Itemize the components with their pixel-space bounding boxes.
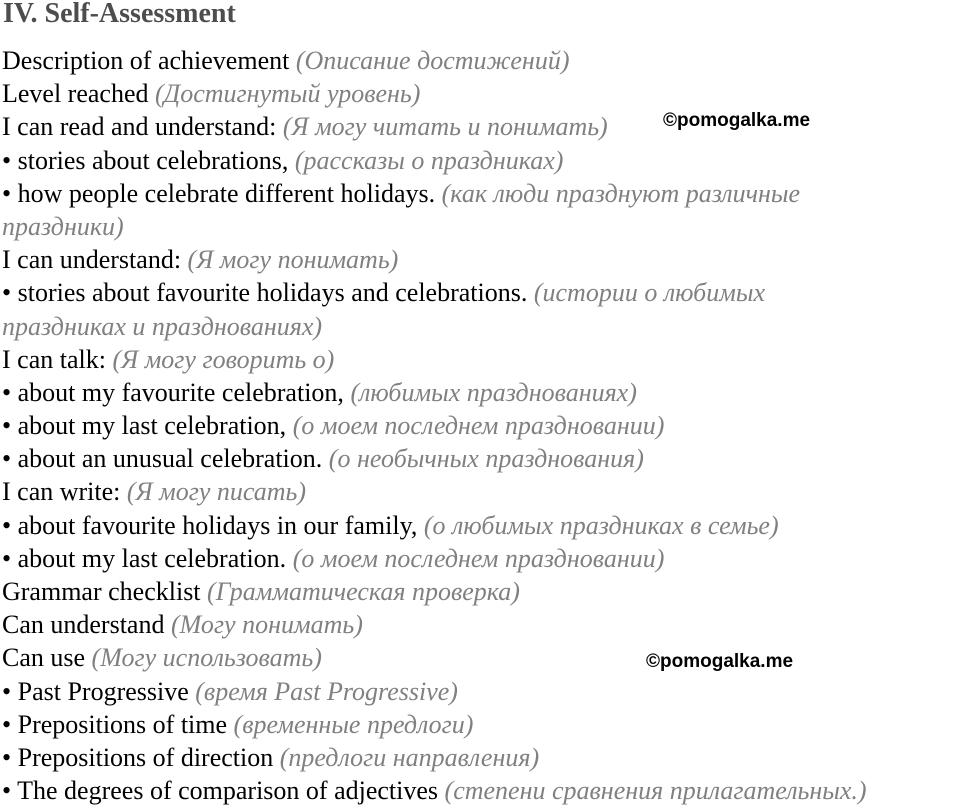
watermark: ©pomogalka.me <box>646 651 794 672</box>
text-line <box>2 409 958 442</box>
english-text: Description of achievement <box>2 46 296 75</box>
english-text: • about my last celebration. <box>2 543 293 573</box>
text-line <box>2 509 958 542</box>
russian-translation: (Описание достижений) <box>295 46 570 75</box>
russian-translation: праздниках и празднованиях) <box>2 311 323 341</box>
english-text: • stories about celebrations, <box>2 145 295 175</box>
english-text: • Prepositions of time <box>2 709 234 739</box>
text-line <box>2 641 958 674</box>
text-line <box>2 77 958 110</box>
russian-translation: (Могу использовать) <box>91 643 322 673</box>
self-assessment-list <box>2 44 958 807</box>
text-line <box>2 708 958 741</box>
english-text: • how people celebrate different holidays. <box>2 178 442 208</box>
russian-translation: (Достигнутый уровень) <box>155 79 421 109</box>
russian-translation: (Я могу говорить о) <box>112 344 335 374</box>
english-text: • The degrees of comparison of adjectives <box>2 776 445 806</box>
english-text: Can use <box>2 643 92 673</box>
russian-translation: (Я могу понимать) <box>187 245 399 275</box>
section-title: IV. Self-Assessment <box>3 0 236 29</box>
text-line <box>2 575 958 608</box>
text-line <box>2 741 958 774</box>
english-text: • Past Progressive <box>2 676 196 706</box>
english-text: I can understand: <box>2 245 188 275</box>
russian-translation: (как люди празднуют различные <box>441 178 801 208</box>
russian-translation: (предлоги направления) <box>279 742 540 772</box>
text-line <box>2 675 958 708</box>
russian-translation: (степени сравнения прилагательных.) <box>444 776 867 806</box>
watermark: ©pomogalka.me <box>663 110 811 131</box>
text-line <box>2 608 958 641</box>
text-line <box>2 177 958 210</box>
english-text: • about an unusual celebration. <box>2 444 329 474</box>
russian-translation: (рассказы о праздниках) <box>294 145 564 175</box>
russian-translation: (Я могу писать) <box>126 477 307 507</box>
english-text: • about my favourite celebration, <box>2 377 351 407</box>
russian-translation: (о необычных празднования) <box>328 444 644 474</box>
english-text: • about favourite holidays in our family, <box>2 510 424 540</box>
text-line <box>2 475 958 508</box>
text-line <box>2 44 958 77</box>
russian-translation: (время Past Progressive) <box>195 676 458 706</box>
russian-translation: (временные предлоги) <box>233 709 474 739</box>
text-line <box>2 774 958 807</box>
english-text: Can understand <box>2 610 171 640</box>
english-text: I can read and understand: <box>2 112 283 142</box>
russian-translation: праздники) <box>2 211 124 241</box>
russian-translation: (любимых празднованиях) <box>350 377 637 407</box>
text-line <box>2 144 958 177</box>
english-text: • about my last celebration, <box>2 411 293 441</box>
russian-translation: (Я могу читать и понимать) <box>282 112 608 142</box>
text-line <box>2 376 958 409</box>
russian-translation: (о любимых праздниках в семье) <box>423 510 779 540</box>
english-text: Level reached <box>2 79 156 109</box>
text-line <box>2 210 958 243</box>
text-line <box>2 343 958 376</box>
text-line <box>2 310 958 343</box>
text-line <box>2 276 958 309</box>
russian-translation: (о моем последнем праздновании) <box>292 543 665 573</box>
russian-translation: (Могу понимать) <box>170 610 363 640</box>
english-text: • Prepositions of direction <box>2 742 280 772</box>
russian-translation: (истории о любимых <box>533 278 765 308</box>
text-line <box>2 243 958 276</box>
english-text: I can talk: <box>2 344 113 374</box>
text-line <box>2 442 958 475</box>
text-line <box>2 542 958 575</box>
russian-translation: (Грамматическая проверка) <box>207 577 520 606</box>
russian-translation: (о моем последнем праздновании) <box>292 411 665 441</box>
text-line <box>2 110 958 143</box>
english-text: • stories about favourite holidays and celebrations. <box>2 278 534 308</box>
english-text: I can write: <box>2 477 127 507</box>
english-text: Grammar checklist <box>2 577 208 606</box>
